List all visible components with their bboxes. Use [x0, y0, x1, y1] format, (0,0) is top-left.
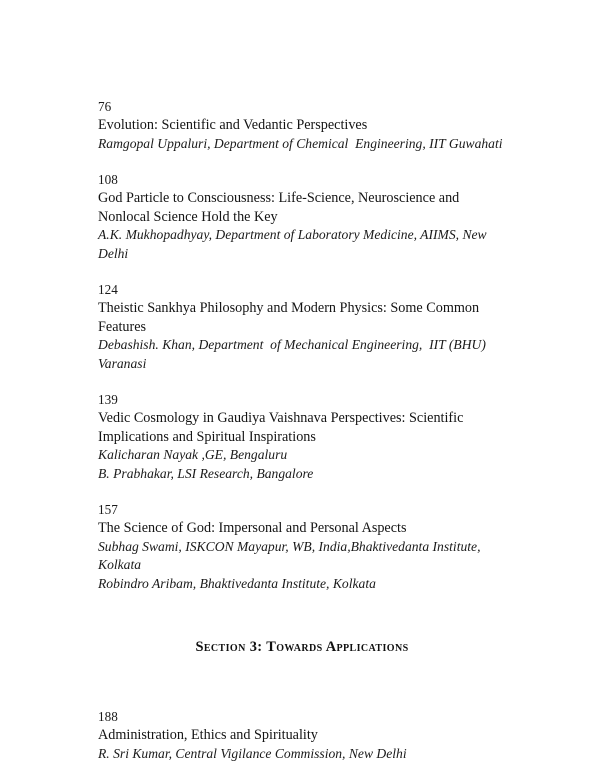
entry-author: Kalicharan Nayak ,GE, Bengaluru	[98, 447, 288, 462]
entry-author: A.K. Mukhopadhyay, Department of Laboratory Medicine, AIIMS, New Delhi	[98, 227, 491, 261]
entry-author: Subhag Swami, ISKCON Mayapur, WB, India,Bhaktivedanta Institute, Kolkata	[98, 538, 484, 572]
entry-title: Administration, Ethics and Spirituality	[98, 727, 318, 743]
entry-author: Debashish. Khan, Department of Mechanical Engineering, IIT (BHU) Varanasi	[98, 337, 490, 371]
entry-title: Evolution: Scientific and Vedantic Perspectives	[98, 117, 368, 133]
entry-author: Robindro Aribam, Bhaktivedanta Institute, Kolkata	[98, 575, 376, 591]
entry-author: B. Prabhakar, LSI Research, Bangalore	[98, 465, 314, 481]
entry-title: Vedic Cosmology in Gaudiya Vaishnava Perspectives: Scientific Implications and Spiritual Inspirations	[98, 410, 464, 445]
entry-page-number: 108	[98, 172, 118, 187]
entry-page-number: 76	[98, 99, 112, 114]
entry-page-number: 157	[98, 502, 118, 517]
entry-author: Ramgopal Uppaluri, Department of Chemical Engineering, IIT Guwahati	[98, 135, 503, 151]
toc-entry	[98, 281, 506, 373]
toc-content	[98, 98, 506, 763]
toc-entry	[98, 391, 506, 483]
entry-page-number: 188	[98, 709, 118, 724]
entry-page-number: 124	[98, 282, 118, 297]
section-heading: Section 3: Towards Applications	[195, 639, 409, 655]
toc-entry	[98, 501, 506, 593]
entry-title: God Particle to Consciousness: Life-Science, Neuroscience and Nonlocal Science Hold the Key	[98, 190, 460, 225]
entry-author: R. Sri Kumar, Central Vigilance Commission, New Delhi	[98, 745, 407, 761]
toc-entry	[98, 171, 506, 263]
toc-entry	[98, 98, 506, 153]
entry-page-number: 139	[98, 392, 118, 407]
entry-title: The Science of God: Impersonal and Personal Aspects	[98, 520, 407, 536]
toc-entry	[98, 708, 506, 763]
entry-title: Theistic Sankhya Philosophy and Modern Physics: Some Common Features	[98, 300, 480, 335]
